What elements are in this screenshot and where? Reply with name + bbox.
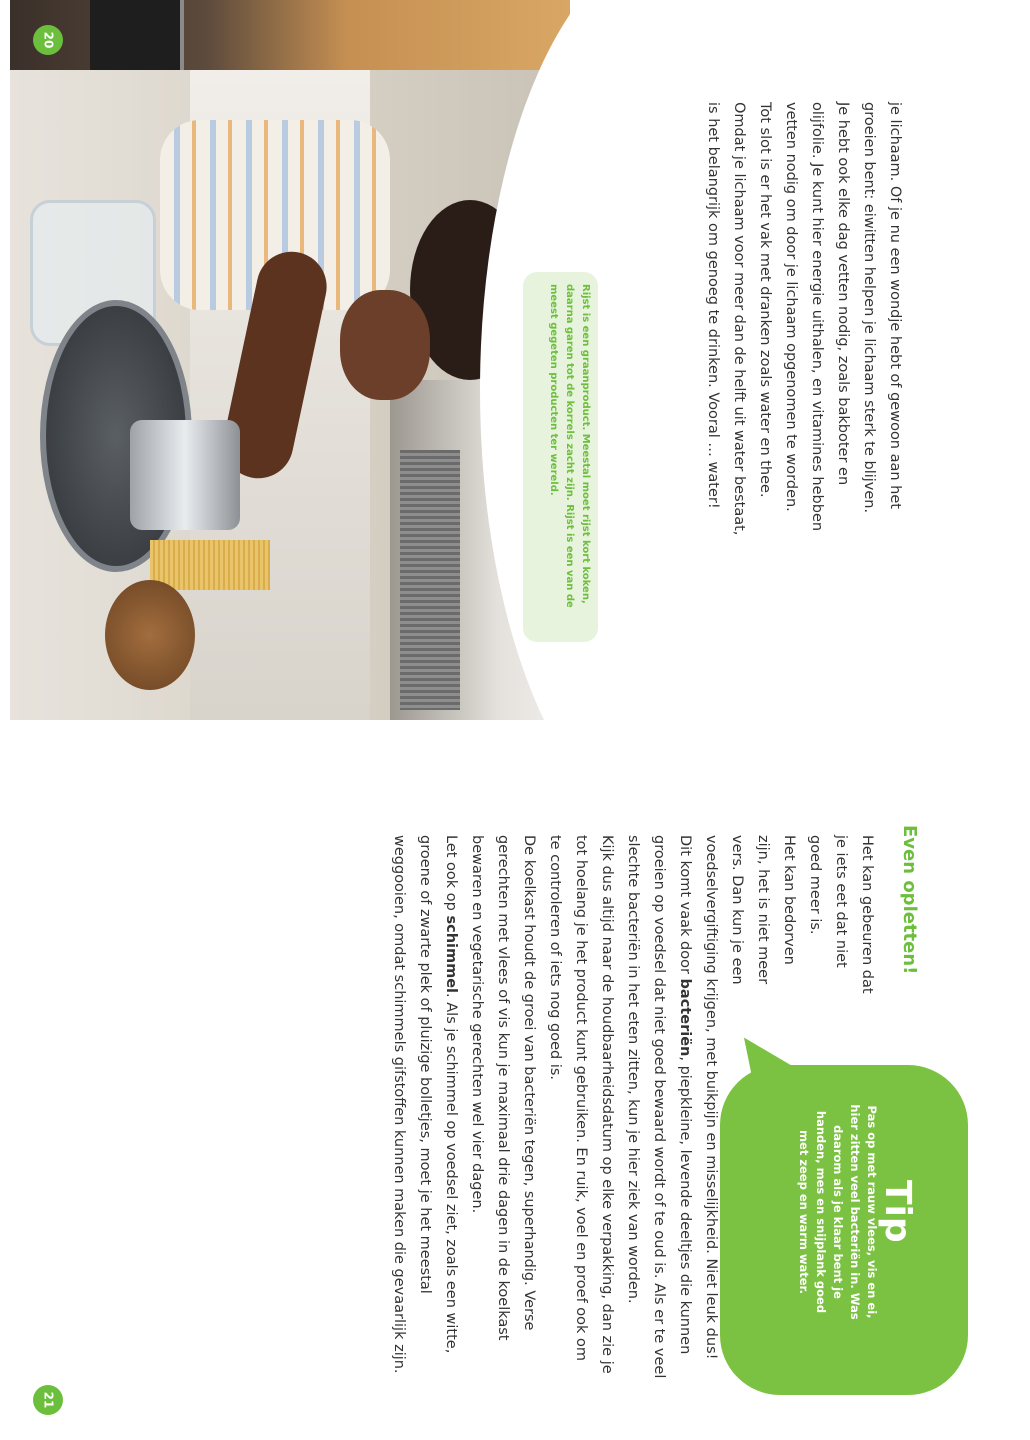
intro-line: vers. Dan kun je een bbox=[729, 835, 745, 985]
page-number-bottom bbox=[33, 1385, 63, 1415]
top-line: olijfolie. Je kunt hier energie uithalen, en vitamines hebben bbox=[809, 102, 825, 532]
intro-line: je iets eet dat niet bbox=[833, 835, 849, 968]
paragraph-2-end: , piepkleine, levende deeltjes die kunnen groeien op voedsel dat niet goed bewaard wordt of te oud is. Als er te veel slechte bacteriën in het eten zitten, kun je hier ziek van worden. bbox=[625, 835, 693, 1379]
paragraph-2-start: Dit komt vaak door bbox=[677, 835, 693, 979]
photo-pasta bbox=[150, 540, 270, 590]
bold-schimmel: schimmel bbox=[443, 915, 459, 994]
top-line: je lichaam. Of je nu een wondje hebt of gewoon aan het bbox=[887, 102, 903, 509]
kitchen-photo bbox=[10, 0, 570, 720]
top-line: Je hebt ook elke dag vetten nodig, zoals bakboter en bbox=[835, 102, 851, 486]
photo-person-face bbox=[340, 290, 430, 400]
paragraph-5-end: . Als je schimmel op voedsel ziet, zoals een witte, groene of zwarte plek of pluizige bolletjes, moet je het meestal weggooien, omdat schimmels gifstoffen kunnen maken die gevaarlijk zijn. bbox=[391, 835, 459, 1374]
paragraph-5-start: Let ook op bbox=[443, 835, 459, 916]
intro-line: Het kan gebeuren dat bbox=[859, 835, 875, 994]
top-line: vetten nodig om door je lichaam opgenomen te worden. bbox=[783, 102, 799, 512]
tip-title: Tip bbox=[877, 1180, 918, 1243]
paragraph-1-rest: voedselvergiftiging krijgen, met buikpijn en misselijkheid. Niet leuk dus! bbox=[703, 835, 719, 1360]
photo-oven bbox=[400, 450, 460, 710]
intro-line: zijn, het is niet meer bbox=[755, 835, 771, 985]
page-number-bottom-text: 21 bbox=[40, 1391, 55, 1409]
intro-line: goed meer is. bbox=[807, 835, 823, 935]
section-heading: Even opletten! bbox=[899, 825, 920, 975]
paragraph-3: Kijk dus altijd naar de houdbaarheidsdatum op elke verpakking, dan zie je tot hoelang je het product kunt gebruiken. En ruik, voel en proef ook om te controleren of iets nog goed is. bbox=[547, 835, 615, 1374]
top-line: is het belangrijk om genoeg te drinken. Vooral … water! bbox=[705, 102, 721, 509]
photo-oven-window bbox=[90, 0, 184, 70]
top-paragraph bbox=[700, 102, 908, 622]
paragraph-4: De koelkast houdt de groei van bacteriën tegen, superhandig. Verse gerechten met vlees of vis kun je maximaal drie dagen in de koelkast bewaren en vegetarische gerechten wel vier dagen. bbox=[469, 835, 537, 1341]
intro-line: Het kan bedorven bbox=[781, 835, 797, 965]
top-line: Omdat je lichaam voor meer dan de helft uit water bestaat, bbox=[731, 102, 747, 536]
photo-pot bbox=[130, 420, 240, 530]
tip-text: Pas op met rauw vlees, vis en ei, hier zitten veel bacteriën in. Was daarom als je klaar bent je handen, mes en snijplank goed met zeep en warm water. bbox=[797, 1104, 879, 1320]
bold-bacterien: bacteriën bbox=[677, 978, 693, 1057]
page-number-top-text: 20 bbox=[40, 31, 55, 49]
top-line: groeien bent: eiwitten helpen je lichaam sterk te blijven. bbox=[861, 102, 877, 514]
photo-pinecone bbox=[105, 580, 195, 690]
page-number-top bbox=[33, 25, 63, 55]
paragraph-2 bbox=[620, 835, 698, 1380]
top-line: Tot slot is er het vak met dranken zoals water en thee. bbox=[757, 102, 773, 498]
paragraph-5 bbox=[386, 835, 464, 1380]
photo-caption-text: Rijst is een graanproduct. Meestal moet rijst kort koken, daarna garen tot de korrels zacht zijn. Rijst is een van de meest gegeten producten ter wereld. bbox=[548, 284, 591, 608]
